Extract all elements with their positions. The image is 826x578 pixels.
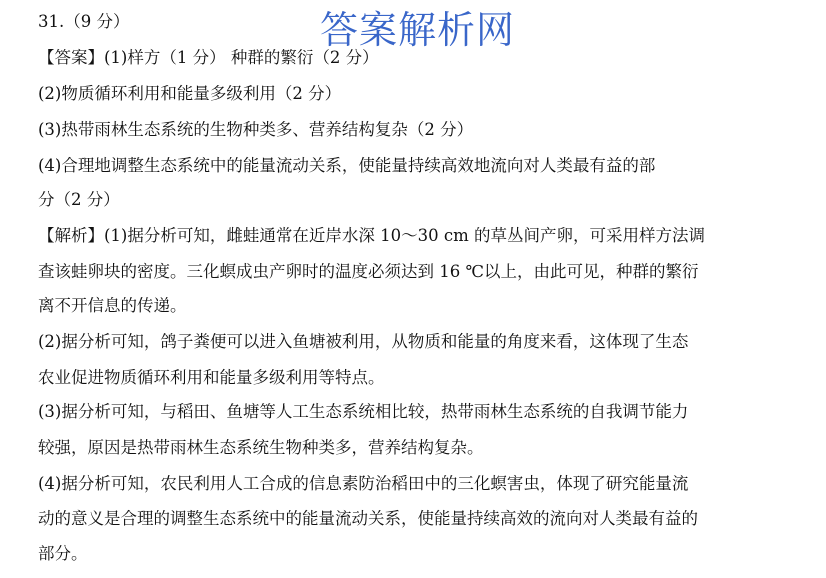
analysis-line-6: (3)据分析可知，与稻田、鱼塘等人工生态系统相比较，热带雨林生态系统的自我调节能力 xyxy=(38,402,689,421)
answer-line-3: (3)热带雨林生态系统的生物种类多、营养结构复杂（2 分） xyxy=(38,120,474,139)
question-number: 31.（9 分） xyxy=(38,12,130,31)
analysis-line-8: (4)据分析可知，农民利用人工合成的信息素防治稻田中的三化螟害虫，体现了研究能量流 xyxy=(38,474,689,493)
answer-line-5: 分（2 分） xyxy=(38,190,120,209)
answer-line-4: (4)合理地调整生态系统中的能量流动关系，使能量持续高效地流向对人类最有益的部 xyxy=(38,156,656,175)
answer-line-2: (2)物质循环利用和能量多级利用（2 分） xyxy=(38,84,342,103)
analysis-line-9: 动的意义是合理的调整生态系统中的能量流动关系，使能量持续高效的流向对人类最有益的 xyxy=(38,509,698,528)
answer-line-1: 【答案】(1)样方（1 分） 种群的繁衍（2 分） xyxy=(38,48,379,67)
analysis-line-2: 查该蛙卵块的密度。三化螟成虫产卵时的温度必须达到 16 ℃以上，由此可见，种群的繁衍 xyxy=(38,262,699,281)
analysis-line-1: 【解析】(1)据分析可知，雌蛙通常在近岸水深 10～30 cm 的草丛间产卵，可采用样方法调 xyxy=(38,226,705,245)
analysis-line-10: 部分。 xyxy=(38,544,88,563)
analysis-line-5: 农业促进物质循环利用和能量多级利用等特点。 xyxy=(38,368,385,387)
analysis-line-4: (2)据分析可知，鸽子粪便可以进入鱼塘被利用，从物质和能量的角度来看，这体现了生态 xyxy=(38,332,689,351)
watermark-logo: 答案解析网 xyxy=(320,8,516,52)
analysis-line-7: 较强，原因是热带雨林生态系统生物种类多，营养结构复杂。 xyxy=(38,438,484,457)
analysis-line-3: 离不开信息的传递。 xyxy=(38,296,187,315)
